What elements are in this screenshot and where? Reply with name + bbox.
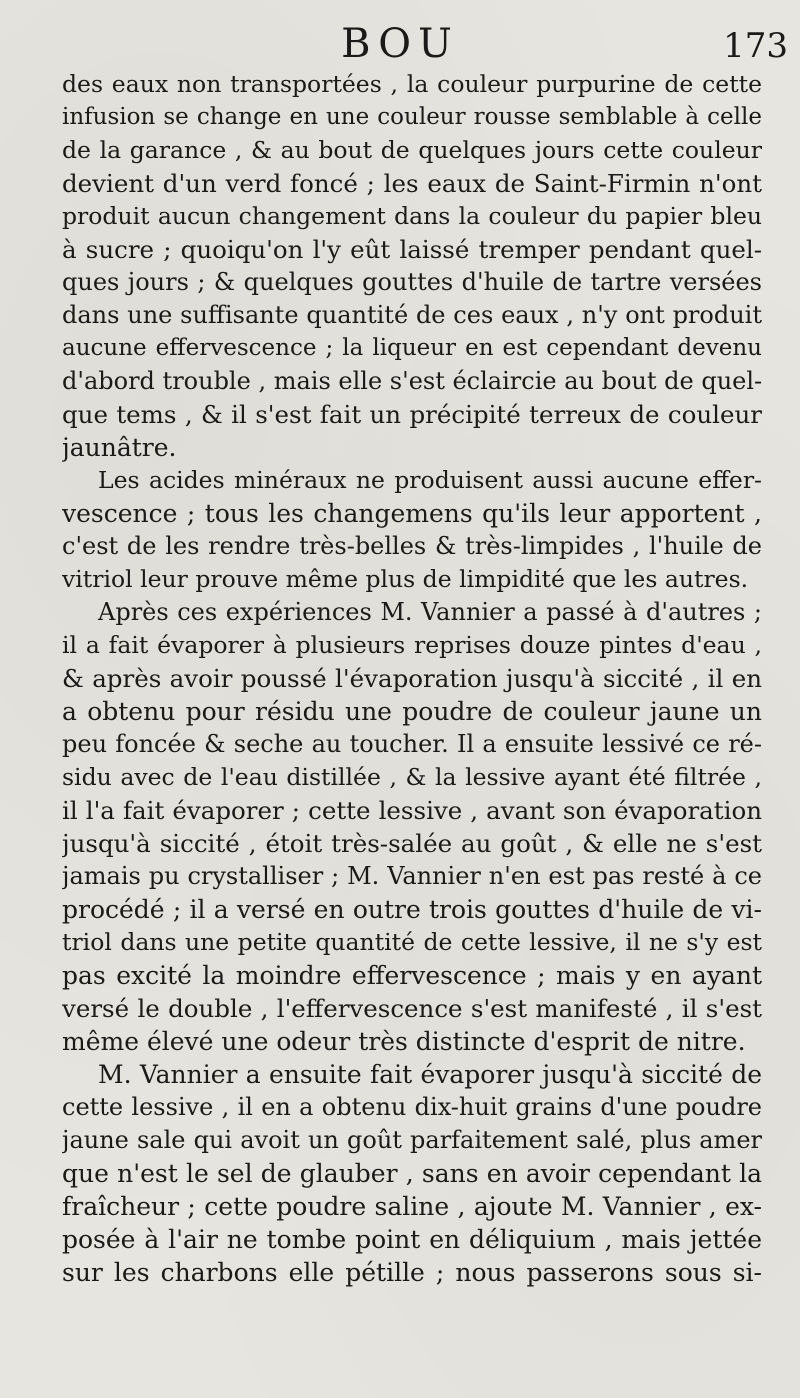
text-line: aucune effervescence ; la liqueur en est cependant devenu [62, 335, 762, 361]
text-line: & après avoir poussé l'évaporation jusqu'à siccité , il en [62, 664, 762, 693]
text-line: sidu avec de l'eau distillée , & la lessive ayant été filtrée , [62, 763, 762, 791]
text-line: fraîcheur ; cette poudre saline , ajoute M. Vannier , ex- [62, 1192, 762, 1221]
text-line: jusqu'à siccité , étoit très-salée au goût , & elle ne s'est [62, 829, 762, 858]
text-line: que n'est le sel de glauber , sans en avoir cependant la [62, 1159, 762, 1188]
text-line: des eaux non transportées , la couleur purpurine de cette [62, 70, 762, 98]
text-line: infusion se change en une couleur rousse semblable à celle [62, 104, 762, 130]
text-line: d'abord trouble , mais elle s'est éclaircie au bout de quel- [62, 367, 762, 395]
text-line: Les acides minéraux ne produisent aussi aucune effer- [98, 466, 762, 494]
text-line: M. Vannier a ensuite fait évaporer jusqu'à siccité de [98, 1060, 762, 1089]
text-line: Après ces expériences M. Vannier a passé à d'autres ; [98, 598, 762, 626]
text-line: ques jours ; & quelques gouttes d'huile de tartre versées [62, 268, 762, 296]
text-line: procédé ; il a versé en outre trois gouttes d'huile de vi- [62, 895, 762, 924]
text-line: jaunâtre. [62, 433, 177, 462]
text-line: triol dans une petite quantité de cette lessive, il ne s'y est [62, 928, 762, 956]
text-line: produit aucun changement dans la couleur du papier bleu [62, 202, 762, 230]
text-line: vitriol leur prouve même plus de limpidité que les autres. [62, 565, 749, 593]
text-line: peu foncée & seche au toucher. Il a ensuite lessivé ce ré- [62, 730, 762, 758]
text-line: de la garance , & au bout de quelques jours cette couleur [62, 136, 762, 164]
paragraph-3 [62, 596, 762, 1058]
text-line: jamais pu crystalliser ; M. Vannier n'en est pas resté à ce [62, 862, 762, 890]
text-line: sur les charbons elle pétille ; nous passerons sous si- [62, 1258, 762, 1287]
text-line: devient d'un verd foncé ; les eaux de Saint-Firmin n'ont [62, 169, 762, 198]
text-line: a obtenu pour résidu une poudre de couleur jaune un [62, 697, 762, 726]
text-line: il a fait évaporer à plusieurs reprises douze pintes d'eau , [62, 631, 762, 659]
text-line: c'est de les rendre très-belles & très-limpides , l'huile de [62, 532, 762, 560]
running-title: BOU [341, 21, 459, 67]
paragraph-4 [62, 1058, 762, 1289]
text-line: jaune sale qui avoit un goût parfaitement salé, plus amer [62, 1126, 762, 1154]
body-text [62, 68, 762, 1289]
running-head [0, 18, 800, 70]
text-line: dans une suffisante quantité de ces eaux , n'y ont produit [62, 301, 762, 329]
paragraph-2 [62, 464, 762, 596]
text-line: cette lessive , il en a obtenu dix-huit grains d'une poudre [62, 1093, 762, 1121]
paragraph-1 [62, 68, 762, 464]
text-line: que tems , & il s'est fait un précipité terreux de couleur [62, 400, 762, 429]
text-line: il l'a fait évaporer ; cette lessive , avant son évaporation [62, 796, 762, 825]
page-number: 173 [723, 26, 788, 66]
text-line: versé le double , l'effervescence s'est manifesté , il s'est [62, 994, 762, 1023]
text-line: pas excité la moindre effervescence ; mais y en ayant [62, 961, 762, 990]
text-line: posée à l'air ne tombe point en déliquium , mais jettée [62, 1225, 762, 1254]
text-line: vescence ; tous les changemens qu'ils leur apportent , [62, 499, 762, 528]
text-line: même élevé une odeur très distincte d'esprit de nitre. [62, 1027, 746, 1056]
text-line: à sucre ; quoiqu'on l'y eût laissé tremper pendant quel- [62, 235, 762, 264]
